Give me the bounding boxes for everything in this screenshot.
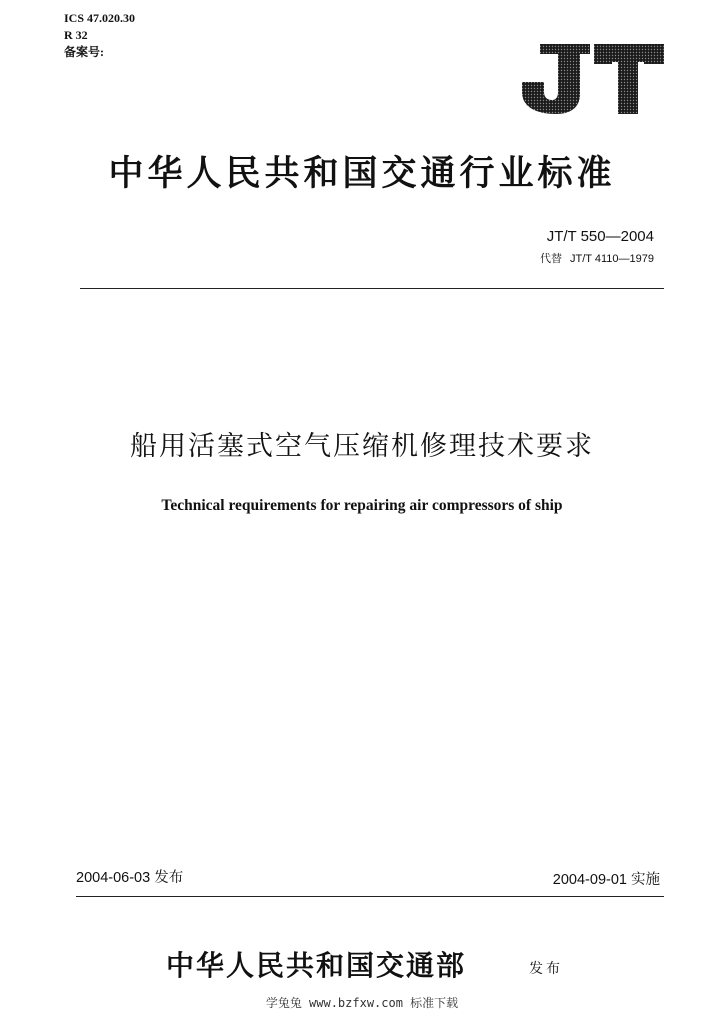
standard-code: JT/T 550—2004: [546, 228, 654, 245]
replaces-label: 代替: [540, 253, 563, 265]
jt-logo-icon: [518, 42, 666, 116]
document-title-cn: 船用活塞式空气压缩机修理技术要求: [130, 431, 594, 462]
footer-divider: [76, 896, 664, 897]
issuing-authority-suffix: 发布: [529, 961, 563, 977]
classification-codes: [64, 10, 135, 61]
replaces-line: [540, 250, 654, 266]
issue-date: 2004-06-03 发布: [76, 870, 184, 886]
download-site-footer: 学兔兔 www.bzfxw.com 标准下载: [265, 996, 459, 1010]
standard-category-title: 中华人民共和国交通行业标准: [108, 153, 616, 194]
header-divider: [80, 288, 664, 289]
ccs-code: R 32: [64, 28, 88, 42]
issuing-authority: 中华人民共和国交通部: [166, 949, 467, 982]
implementation-date: 2004-09-01 实施: [552, 872, 660, 888]
ics-code: ICS 47.020.30: [64, 11, 136, 25]
replaces-code: JT/T 4110—1979: [570, 253, 654, 265]
record-number-label: 备案号:: [64, 45, 104, 59]
document-title-en: Technical requirements for repairing air compressors of ship: [161, 497, 563, 514]
